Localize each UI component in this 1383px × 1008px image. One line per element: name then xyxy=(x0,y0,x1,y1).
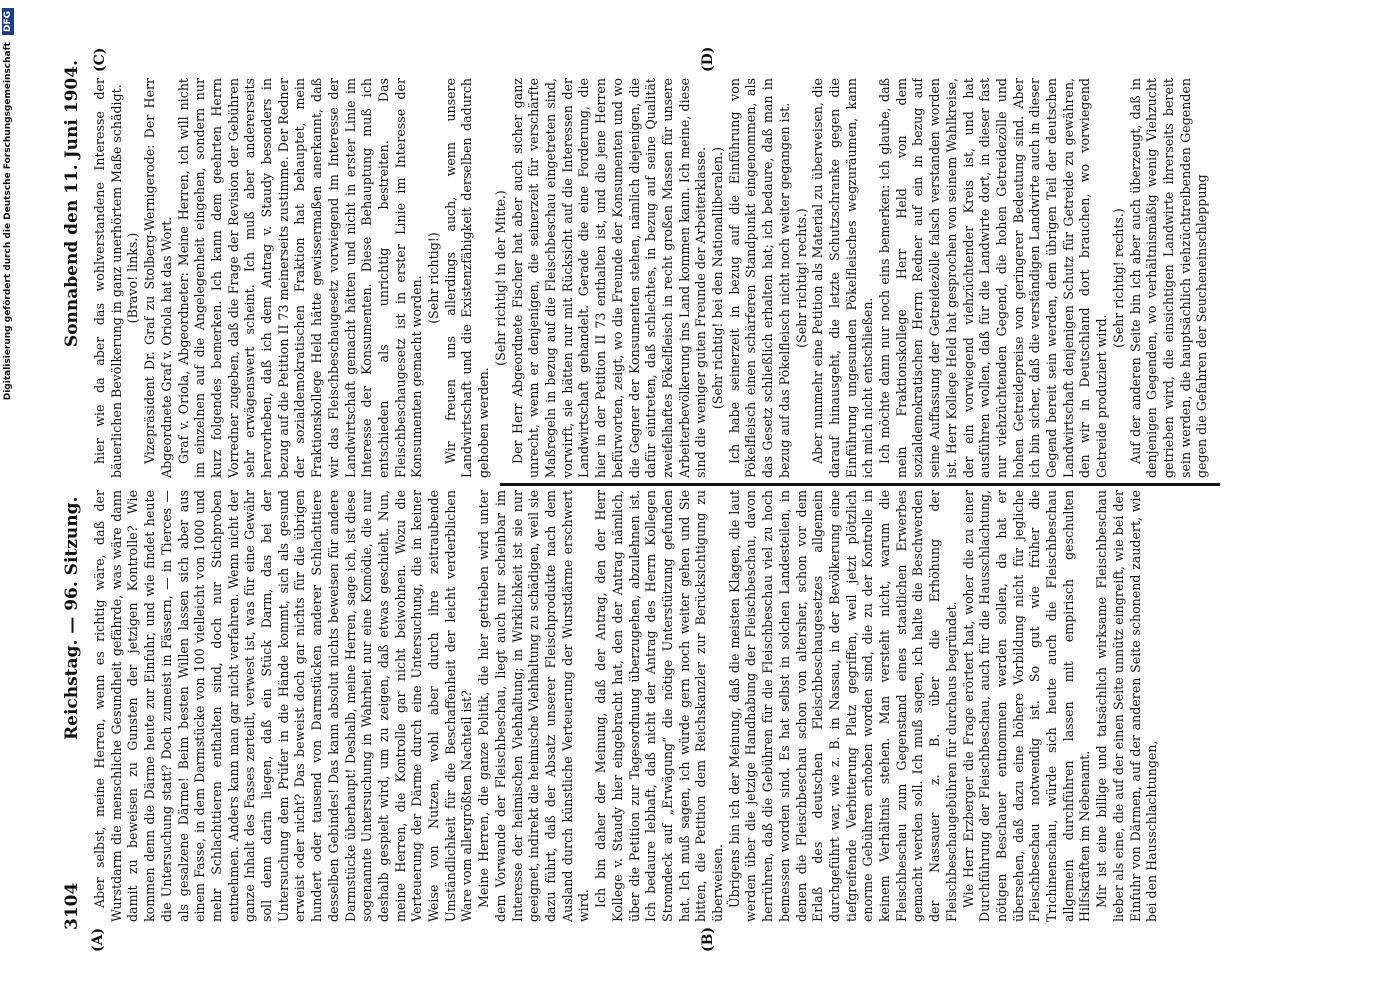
digitization-credit xyxy=(2,8,14,1008)
paragraph: Aber selbst, meine Herren, wenn es richtig wäre, daß der Wurstdarm die menschliche Gesundheit gefährde, was wäre dann damit zu beweisen zu Gunsten der jetzigen Kontrolle? Wie kommen denn die Därme heute zur Einfuhr, und wie findet heute die Untersuchung statt? Doch zumeist in Fässern, — in Tierces — als gesalzene Därme! Beim besten Willen lassen sich aber aus einem Fasse, in dem Darmstücke von 100 vielleicht von 1000 und mehr Schlachttieren enthalten sind, doch nur Stichproben entnehmen. Anders kann man gar nicht verfahren. Wenn nicht der ganze Inhalt des Fasses zerteilt, verwest ist, was für eine Gewähr soll denn darin liegen, daß ein Stück Darm, das bei der Untersuchung dem Prüfer in die Hände kommt, sich als gesund erweist oder nicht? Das beweist doch gar nichts für die übrigen hundert oder tausend von Darmstücken anderer Schlachttiere desselben Gebindes! Das kann absolut nichts beweisen für andere Darmstücke überhaupt! Deshalb, meine Herren, sage ich, ist diese sogenannte Untersuchung in Wahrheit nur eine Komödie, die nur deshalb gespielt wird, um zu zeigen, daß etwas geschieht. Nun, meine Herren, die Kontrolle gar nicht beiwohnen. Wozu die Verteuerung der Därme durch eine Untersuchung, die in keiner Weise von Nutzen, wohl aber durch ihre zeitraubende Umständlichkeit für die Beschaffenheit der leicht verderblichen Ware vom allergrößten Nachteil ist? xyxy=(92,490,475,922)
column-divider xyxy=(500,483,1220,486)
right-text-column xyxy=(92,78,1257,478)
margin-marker-d: (D) xyxy=(700,46,716,72)
left-text-column xyxy=(92,490,1257,922)
paragraph: Übrigens bin ich der Meinung, daß die meisten Klagen, die laut werden über die jetzige Handhabung der Fleischbeschau, davon herrühren, daß die Gebühren für die Fleischbeschau viel zu hoch bemessen worden sind. Es hat selbst in solchen Landesteilen, in denen die Fleischbeschau schon von altersher, schon vor dem Erlaß des deutschen Fleischbeschaugesetzes allgemein durchgeführt war, wie z. B. in Nassau, in der Bevölkerung eine tiefgreifende Verbitterung Platz gegriffen, weil jetzt plötzlich enorme Gebühren erhoben worden sind, die zu der Kontrolle in keinem Verhältnis stehen. Man versteht nicht, warum die Fleischbeschau zum Gegenstand eines staatlichen Erwerbes gemacht werden soll. Ich muß sagen, ich halte die Beschwerden der Nassauer z. B. über die Erhöhung der Fleischbeschaugebühren für durchaus begründet. xyxy=(726,490,959,922)
stage-direction: (Sehr richtig! rechts.) xyxy=(793,208,809,348)
paragraph: Ich habe seinerzeit in bezug auf die Einführung von Pökelfleisch einen schärferen Standpunkt eingenommen, als das Gesetz schließlich erhalten hat; ich bedaure, daß man in bezug auf das Pökelfleisch nicht noch weiter gegangen ist. xyxy=(726,78,792,478)
stage-direction: (Sehr richtig! rechts.) xyxy=(1110,208,1126,348)
stage-direction: (Sehr richtig!) xyxy=(426,232,442,324)
paragraph: Aber nunmehr eine Petition als Material zu überweisen, die darauf hinausgeht, die letzte Schutzschranke gegen die Einführung ungesunden Pökelfleisches wegzuräumen, kann ich mich nicht entschließen. xyxy=(810,78,876,478)
stage-direction: (Sehr richtig! bei den Nationalliberalen.) xyxy=(710,146,726,410)
paragraph: Wie Herr Erzberger die Frage erörtert hat, woher die zu einer Durchführung der Fleischbeschau, auch für die Hausschlachtung, nötigen Beschauer entnommen werden sollen, da hat er übersehen, daß dazu eine höhere Vorbildung nicht für jegliche Fleischbeschau notwendig ist. So gut wie früher die Trichinenschau, würde sich heute auch die Fleischbeschau allgemein durchführen lassen mit empirisch geschulten Hilfskräften im Nebenamt. xyxy=(960,490,1093,922)
dfg-logo: DFG xyxy=(2,8,14,35)
stage-direction: (Sehr richtig! in der Mitte.) xyxy=(492,190,508,366)
margin-marker-c: (C) xyxy=(92,47,108,72)
paragraph: Wir freuen uns allerdings auch, wenn unsere Landwirtschaft und die Existenzfähigkeit derselben dadurch gehoben werden. xyxy=(442,78,492,478)
paragraph: Ich bin daher der Meinung, daß der Antrag, den der Herr Kollege v. Staudy hier eingebracht hat, den der Antrag nämlich, über die Petition zur Tagesordnung überzugehen, abzulehnen ist. Ich bedaure lebhaft, daß nicht der Antrag des Herrn Kollegen Stromdeck auf „Erwägung“ die nötige Unterstützung gefunden hat. Ich muß sagen, ich würde gern noch weiter gehen und Sie bitten, die Petition dem Reichskanzler zur Berücksichtigung zu überweisen. xyxy=(593,490,726,922)
page-header xyxy=(58,60,86,930)
paragraph: hier wie da aber das wohlverstandene Interesse der bäuerlichen Bevölkerung in ganz unerhörtem Maße schädigt. xyxy=(92,78,124,478)
margin-marker-b: (B) xyxy=(700,926,716,952)
margin-marker-a: (A) xyxy=(90,927,106,952)
paragraph: Der Herr Abgeordnete Fischer hat aber auch sicher ganz unrecht, wenn er denjenigen, die seinerzeit für verschärfte Maßregeln in bezug auf die Fleischbeschau eingetreten sind, vorwirft, sie hätten nur mit Rücksicht auf die Interessen der Landwirtschaft gehandelt. Gerade die eine Forderung, die hier in der Petition II 73 enthalten ist, und die jene Herren befürworten, zeigt, wo die Freunde der Konsumenten und wo die Gegner der Konsumenten stehen, nämlich diejenigen, die dafür eintreten, daß schlechtes, in bezug auf seine Qualität zweifelhaftes Pökelfleisch in recht großen Massen für unsere Arbeiterbevölkerung ins Land kommen kann. Ich meine, diese sind die weniger guten Freunde der Arbeiterklasse. xyxy=(509,78,709,478)
paragraph: Auf der anderen Seite bin ich aber auch überzeugt, daß in denjenigen Gegenden, wo verhältnismäßig wenig Viehzucht getrieben wird, die einsichtigen Landwirte ihrerseits bereit sein werden, die hauptsächlich viehzüchtreibenden Gegenden gegen die Gefahren der Seucheneinschleppung xyxy=(1127,78,1210,478)
paragraph: Meine Herren, die ganze Politik, die hier getrieben wird unter dem Vorwande der Fleischbeschau, liegt auch nur scheinbar im Interesse der heimischen Viehhaltung; in Wirklichkeit ist sie nur geeignet, indirekt die heimische Viehhaltung zu schädigen, weil sie dazu führt, daß der Absatz unserer Fleischprodukte nach dem Ausland durch künstliche Verteuerung der Wurstdärme erschwert wird. xyxy=(476,490,592,922)
credit-text: Digitalisierung gefördert durch die Deutsche Forschungsgemeinschaft xyxy=(3,42,13,401)
stage-direction: (Bravo! links.) xyxy=(125,232,141,324)
paragraph: Ich möchte dann nur noch eins bemerken: ich glaube, daß mein Fraktionskollege Herr Held von dem sozialdemokratischen Herrn Redner auf ein in bezug auf seine Auffassung der Getreidezölle falsch verstanden worden ist. Herr Kollege Held hat gesprochen von seinem Wahlkreise, der ein vorwiegend viehzüchtender Kreis ist, und hat ausführen wollen, daß für die Landwirte dort, in dieser fast nur viehzüchtenden Gegend, die hohen Getreidezölle und hohen Getreidepreise von geringerer Bedeutung sind. Aber ich bin sicher, daß die verständigen Landwirte auch in dieser Gegend bereit sein werden, dem übrigen Teil der deutschen Landwirtschaft denjenigen Schutz für Getreide zu gewähren, den wir in Deutschland dort brauchen, wo vorwiegend Getreide produziert wird. xyxy=(877,78,1110,478)
paragraph: Mir ist eine billige und tatsächlich wirksame Fleischbeschau lieber als eine, die auf der einen Seite unnütz eingreift, wie bei der Einfuhr von Därmen, auf der anderen Seite schonend zaudert, wie bei den Hausschlachtungen, xyxy=(1094,490,1160,922)
session-date: Sonnabend den 11. Juni 1904. xyxy=(62,60,82,348)
page-number: 3104 xyxy=(62,882,82,930)
speaker-paragraph: Graf v. Oriola, Abgeordneter: Meine Herren, ich will nicht im einzelnen auf die Angelegenheit eingehen, sondern nur kurz folgendes bemerken. Ich kann dem geehrten Herrn Vorredner zugeben, daß die Frage der Revision der Gebühren sehr erwägenswert scheint. Ich muß aber andererseits hervorheben, daß ich dem Antrag v. Staudy besonders in bezug auf die Petition II 73 meinerseits zustimme. Der Redner der sozialdemokratischen Fraktion hat behauptet, mein Fraktionskollege Held hätte gewissermaßen anerkannt, daß wir das Fleischbeschaugesetz vorwiegend im Interesse der Landwirtschaft gemacht hätten und nicht in erster Linie im Interesse der Konsumenten. Diese Behauptung muß ich entschieden als unrichtig bestreiten. Das Fleischbeschaugesetz ist in erster Linie im Interesse der Konsumenten gemacht worden. xyxy=(175,78,425,478)
speaker-paragraph: Vizepräsident Dr. Graf zu Stolberg-Wernigerode: Der Herr Abgeordnete Graf v. Oriola hat das Wort. xyxy=(142,78,174,478)
session-title: Reichstag. — 96. Sitzung. xyxy=(62,496,82,740)
